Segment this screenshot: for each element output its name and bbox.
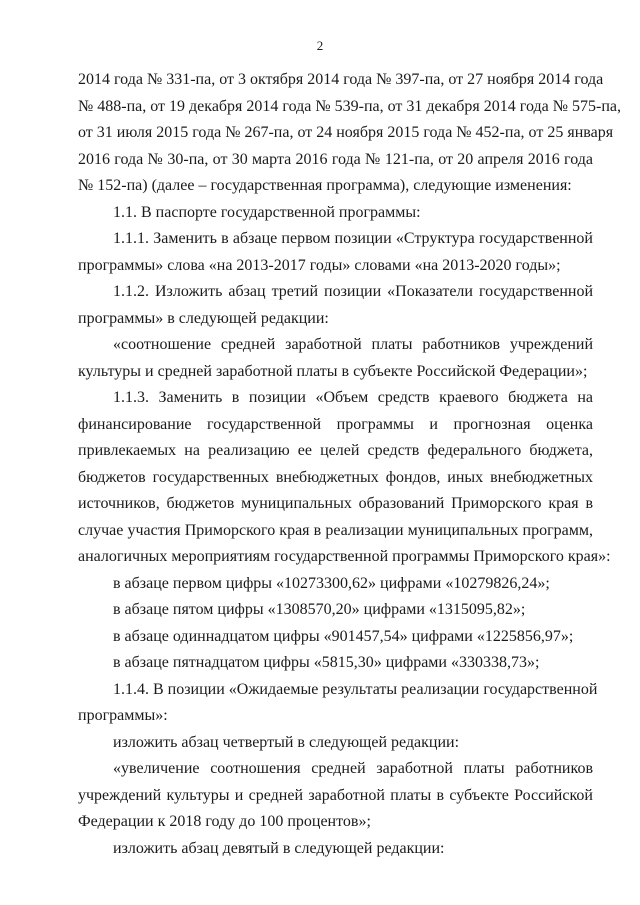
text-line: в абзаце одиннадцатом цифры «901457,54» цифрами «1225856,97»; [113,628,574,645]
text-line: 2016 года № 30-па, от 30 марта 2016 года № 121-па, от 20 апреля 2016 года [78,151,593,168]
text-line: 1.1.2. Изложить абзац третий позиции «Показатели государственной [113,283,593,300]
text-line: 1.1.3. Заменить в позиции «Объем средств краевого бюджета на [113,389,593,406]
text-line: № 488-па, от 19 декабря 2014 года № 539-па, от 31 декабря 2014 года № 575-па, [78,98,621,115]
text-line: источников, бюджетов муниципальных образований Приморского края в [78,495,593,512]
text-line: 2014 года № 331-па, от 3 октября 2014 года № 397-па, от 27 ноября 2014 года [78,71,604,88]
text-line: «соотношение средней заработной платы работников учреждений [113,336,593,353]
text-line: бюджетов государственных внебюджетных фондов, иных внебюджетных [78,469,593,486]
text-line: 1.1.4. В позиции «Ожидаемые результаты реализации государственной [113,681,598,698]
text-line: в абзаце пятнадцатом цифры «5815,30» цифрами «330338,73»; [113,654,540,671]
text-line: культуры и средней заработной платы в субъекте Российской Федерации»; [78,363,588,380]
text-line: в абзаце пятом цифры «1308570,20» цифрами «1315095,82»; [113,601,526,618]
text-line: № 152-па) (далее – государственная программа), следующие изменения: [78,177,572,194]
text-line: в абзаце первом цифры «10273300,62» цифрами «10279826,24»; [113,575,550,592]
text-line: программы» слова «на 2013-2017 годы» словами «на 2013-2020 годы»; [78,257,561,274]
text-line: программы» в следующей редакции: [78,310,329,327]
text-line: 1.1. В паспорте государственной программы: [113,204,421,221]
text-line: изложить абзац девятый в следующей редакции: [113,840,445,857]
text-line: программы»: [78,707,168,724]
text-line: учреждений культуры и средней заработной платы в субъекте Российской [78,787,593,804]
text-line: финансирование государственной программы и прогнозная оценка [78,416,593,433]
text-line: Федерации к 2018 году до 100 процентов»; [78,813,371,830]
page-number: 2 [316,38,324,53]
text-line: от 31 июля 2015 года № 267-па, от 24 ноября 2015 года № 452-па, от 25 января [78,124,614,141]
text-line: 1.1.1. Заменить в абзаце первом позиции «Структура государственной [113,230,593,247]
text-line: случае участия Приморского края в реализации муниципальных программ, [78,522,593,539]
text-line: аналогичных мероприятиям государственной программы Приморского края»: [78,548,611,565]
text-line: «увеличение соотношения средней заработной платы работников [113,760,593,777]
text-line: привлекаемых на реализацию ее целей средств федерального бюджета, [78,442,593,459]
text-line: изложить абзац четвертый в следующей редакции: [113,734,460,751]
